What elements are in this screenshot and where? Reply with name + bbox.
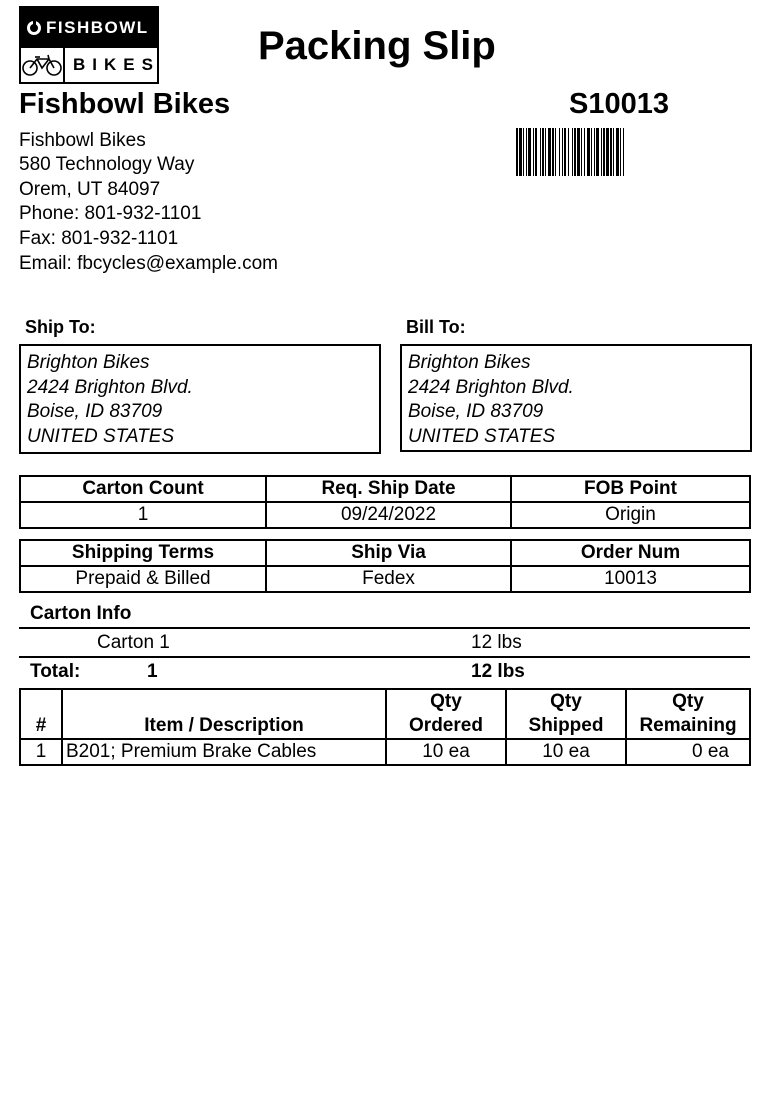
ship-to-line: UNITED STATES xyxy=(27,425,175,447)
logo-brand-top: FISHBOWL xyxy=(46,18,149,37)
ship-to-line: 2424 Brighton Blvd. xyxy=(27,376,193,398)
barcode-bar xyxy=(584,128,585,176)
shipping-terms-table xyxy=(19,539,751,593)
header-ship-via: Ship Via xyxy=(266,540,511,566)
fishbowl-icon xyxy=(27,21,41,35)
company-address-line: Fishbowl Bikes xyxy=(19,130,146,151)
ship-to-box xyxy=(19,344,381,454)
header-qty-shipped-line2: Shipped xyxy=(528,715,604,736)
header-shipping-terms: Shipping Terms xyxy=(20,540,266,566)
header-qty-shipped-line1: Qty xyxy=(550,691,582,712)
barcode xyxy=(516,128,730,176)
header-qty-ordered xyxy=(386,689,506,739)
company-address-line: 580 Technology Way xyxy=(19,154,195,175)
items-table xyxy=(19,688,751,766)
logo-top-band xyxy=(21,8,157,48)
company-name: Fishbowl Bikes xyxy=(19,88,231,120)
divider xyxy=(19,656,750,658)
barcode-bar xyxy=(559,128,560,176)
company-email: Email: fbcycles@example.com xyxy=(19,253,278,274)
barcode-bar xyxy=(552,128,554,176)
header-carton-count: Carton Count xyxy=(20,476,266,502)
barcode-bar xyxy=(596,128,599,176)
barcode-bar xyxy=(616,128,619,176)
barcode-bar xyxy=(562,128,563,176)
line-number: 1 xyxy=(20,739,62,765)
barcode-bar xyxy=(572,128,573,176)
header-qty-shipped xyxy=(506,689,626,739)
barcode-bar xyxy=(603,128,605,176)
company-address-line: Orem, UT 84097 xyxy=(19,179,161,200)
barcode-bar xyxy=(574,128,576,176)
divider xyxy=(19,627,750,629)
bill-to-label: Bill To: xyxy=(406,317,466,337)
barcode-bar xyxy=(613,128,614,176)
shipping-terms-value: Prepaid & Billed xyxy=(20,566,266,592)
qty-shipped: 10 ea xyxy=(506,739,626,765)
barcode-bar xyxy=(542,128,544,176)
header-qty-remaining-line1: Qty xyxy=(672,691,704,712)
fob-point-value: Origin xyxy=(511,502,750,528)
ship-via-value: Fedex xyxy=(266,566,511,592)
bill-to-line: 2424 Brighton Blvd. xyxy=(408,376,574,398)
item-description: B201; Premium Brake Cables xyxy=(62,739,386,765)
barcode-bar xyxy=(564,128,566,176)
header-qty-ordered-line2: Ordered xyxy=(409,715,483,736)
header-qty-remaining-line2: Remaining xyxy=(639,715,737,736)
barcode-bar xyxy=(535,128,537,176)
header-line-number: # xyxy=(20,689,62,739)
barcode-bar xyxy=(594,128,595,176)
barcode-bar xyxy=(540,128,541,176)
barcode-bar xyxy=(577,128,580,176)
header-qty-ordered-line1: Qty xyxy=(430,691,462,712)
company-fax: Fax: 801-932-1101 xyxy=(19,228,179,249)
ship-to-label: Ship To: xyxy=(25,317,96,337)
barcode-bar xyxy=(523,128,524,176)
barcode-bar xyxy=(623,128,624,176)
carton-count-value: 1 xyxy=(20,502,266,528)
bill-to-box xyxy=(400,344,752,452)
logo-brand-bottom: BIKES xyxy=(73,55,160,74)
bill-to-line: UNITED STATES xyxy=(408,425,556,447)
header-order-num: Order Num xyxy=(511,540,750,566)
carton-name: Carton 1 xyxy=(97,632,170,653)
qty-remaining: 0 ea xyxy=(626,739,750,765)
table-row xyxy=(20,739,750,765)
barcode-bar xyxy=(526,128,527,176)
total-count: 1 xyxy=(147,661,158,682)
carton-weight: 12 lbs xyxy=(471,632,522,653)
barcode-bar xyxy=(528,128,531,176)
shipment-info-table xyxy=(19,475,751,529)
order-num-value: 10013 xyxy=(511,566,750,592)
ship-to-line: Brighton Bikes xyxy=(27,352,150,373)
barcode-bar xyxy=(516,128,518,176)
barcode-bar xyxy=(519,128,522,176)
barcode-bar xyxy=(601,128,602,176)
barcode-bar xyxy=(587,128,590,176)
qty-ordered: 10 ea xyxy=(386,739,506,765)
barcode-bar xyxy=(591,128,592,176)
order-code: S10013 xyxy=(569,88,669,120)
total-label: Total: xyxy=(30,661,81,682)
barcode-bar xyxy=(606,128,609,176)
bill-to-line: Boise, ID 83709 xyxy=(408,401,544,422)
company-logo xyxy=(19,6,159,84)
barcode-bar xyxy=(548,128,551,176)
barcode-bar xyxy=(610,128,612,176)
company-phone: Phone: 801-932-1101 xyxy=(19,203,202,224)
document-title: Packing Slip xyxy=(258,24,496,68)
barcode-bar xyxy=(568,128,569,176)
ship-to-line: Boise, ID 83709 xyxy=(27,401,163,422)
barcode-bar xyxy=(620,128,621,176)
barcode-bar xyxy=(545,128,546,176)
header-item-description: Item / Description xyxy=(62,689,386,739)
req-ship-date-value: 09/24/2022 xyxy=(266,502,511,528)
barcode-bar xyxy=(555,128,556,176)
carton-info-label: Carton Info xyxy=(30,603,132,624)
barcode-bar xyxy=(581,128,582,176)
header-qty-remaining xyxy=(626,689,750,739)
bill-to-line: Brighton Bikes xyxy=(408,352,531,373)
header-fob-point: FOB Point xyxy=(511,476,750,502)
header-req-ship-date: Req. Ship Date xyxy=(266,476,511,502)
barcode-bar xyxy=(533,128,534,176)
total-weight: 12 lbs xyxy=(471,661,525,682)
bicycle-icon xyxy=(21,48,65,82)
